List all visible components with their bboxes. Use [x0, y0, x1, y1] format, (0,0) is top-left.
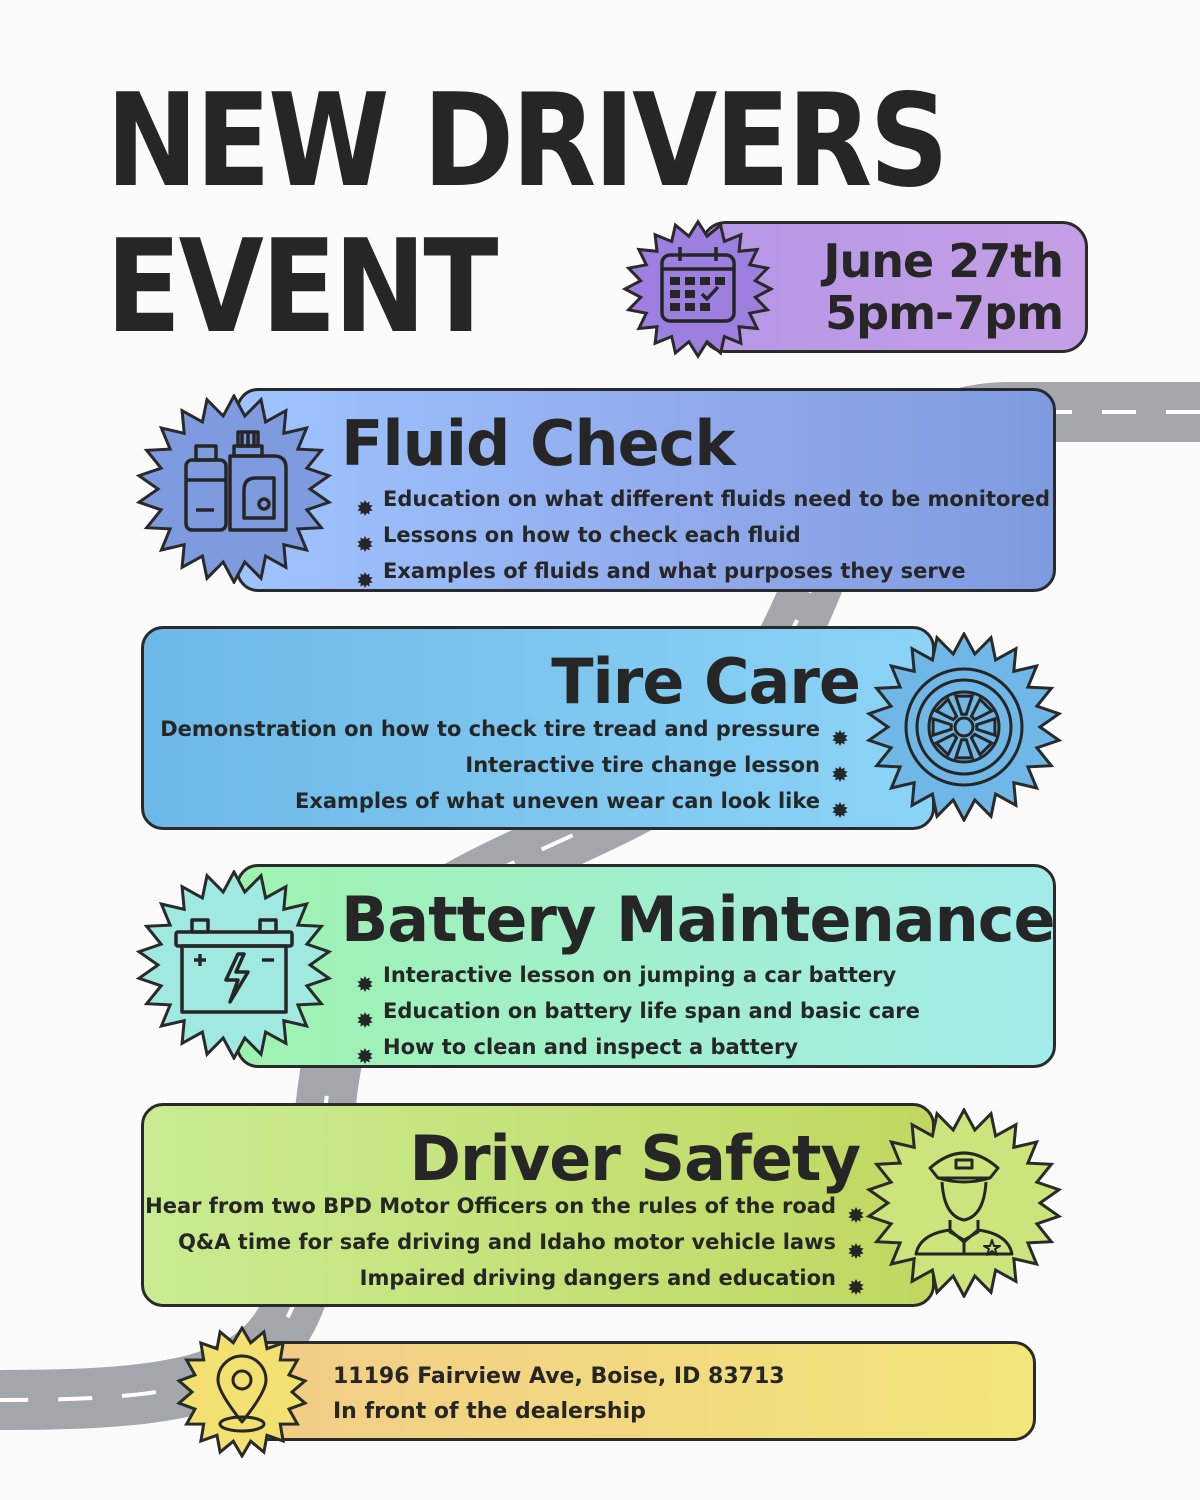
list-item: Interactive tire change lesson	[160, 747, 848, 783]
fluid-badge	[134, 394, 334, 584]
starburst-bullet-icon	[357, 967, 373, 983]
battery-badge	[134, 870, 334, 1060]
list-item: How to clean and inspect a battery	[357, 1029, 920, 1065]
driver-safety-card	[141, 1103, 935, 1307]
list-item: Examples of what uneven wear can look like	[160, 783, 848, 819]
section-title: Tire Care	[551, 645, 860, 718]
list-item: Q&A time for safe driving and Idaho motor vehicle laws	[145, 1224, 864, 1260]
list-item: Lessons on how to check each fluid	[357, 517, 1050, 553]
location-note: In front of the dealership	[333, 1399, 646, 1424]
list-item: Education on what different fluids need to be monitored	[357, 481, 1050, 517]
calendar-badge	[622, 219, 774, 359]
safety-badge	[864, 1108, 1064, 1298]
tire-badge	[864, 632, 1064, 822]
list-item: Demonstration on how to check tire tread and pressure	[160, 711, 848, 747]
starburst-bullet-icon	[848, 1198, 864, 1214]
event-title-line1: NEW DRIVERS	[106, 67, 947, 216]
event-title-line2: EVENT	[106, 213, 496, 362]
fluid-check-card	[236, 388, 1056, 592]
section-title: Driver Safety	[409, 1122, 860, 1195]
starburst-bullet-icon	[832, 721, 848, 737]
list-item: Education on battery life span and basic care	[357, 993, 920, 1029]
starburst-bullet-icon	[848, 1234, 864, 1250]
location-badge	[176, 1326, 308, 1458]
list-item: Impaired driving dangers and education	[145, 1260, 864, 1296]
starburst-bullet-icon	[832, 757, 848, 773]
starburst-bullet-icon	[357, 1003, 373, 1019]
event-date: June 27th	[823, 234, 1063, 288]
starburst-bullet-icon	[357, 1039, 373, 1055]
location-card	[236, 1341, 1036, 1441]
list-item: Examples of fluids and what purposes they serve	[357, 553, 1050, 589]
starburst-bullet-icon	[357, 491, 373, 507]
battery-maintenance-card	[236, 864, 1056, 1068]
list-item: Interactive lesson on jumping a car battery	[357, 957, 920, 993]
starburst-bullet-icon	[357, 527, 373, 543]
event-time: 5pm-7pm	[825, 286, 1063, 340]
event-address: 11196 Fairview Ave, Boise, ID 83713	[333, 1364, 785, 1389]
tire-care-card	[141, 626, 935, 830]
starburst-bullet-icon	[832, 793, 848, 809]
starburst-bullet-icon	[357, 563, 373, 579]
list-item: Hear from two BPD Motor Officers on the rules of the road	[145, 1188, 864, 1224]
starburst-bullet-icon	[848, 1270, 864, 1286]
section-title: Fluid Check	[341, 407, 735, 480]
section-title: Battery Maintenance	[341, 883, 1055, 956]
